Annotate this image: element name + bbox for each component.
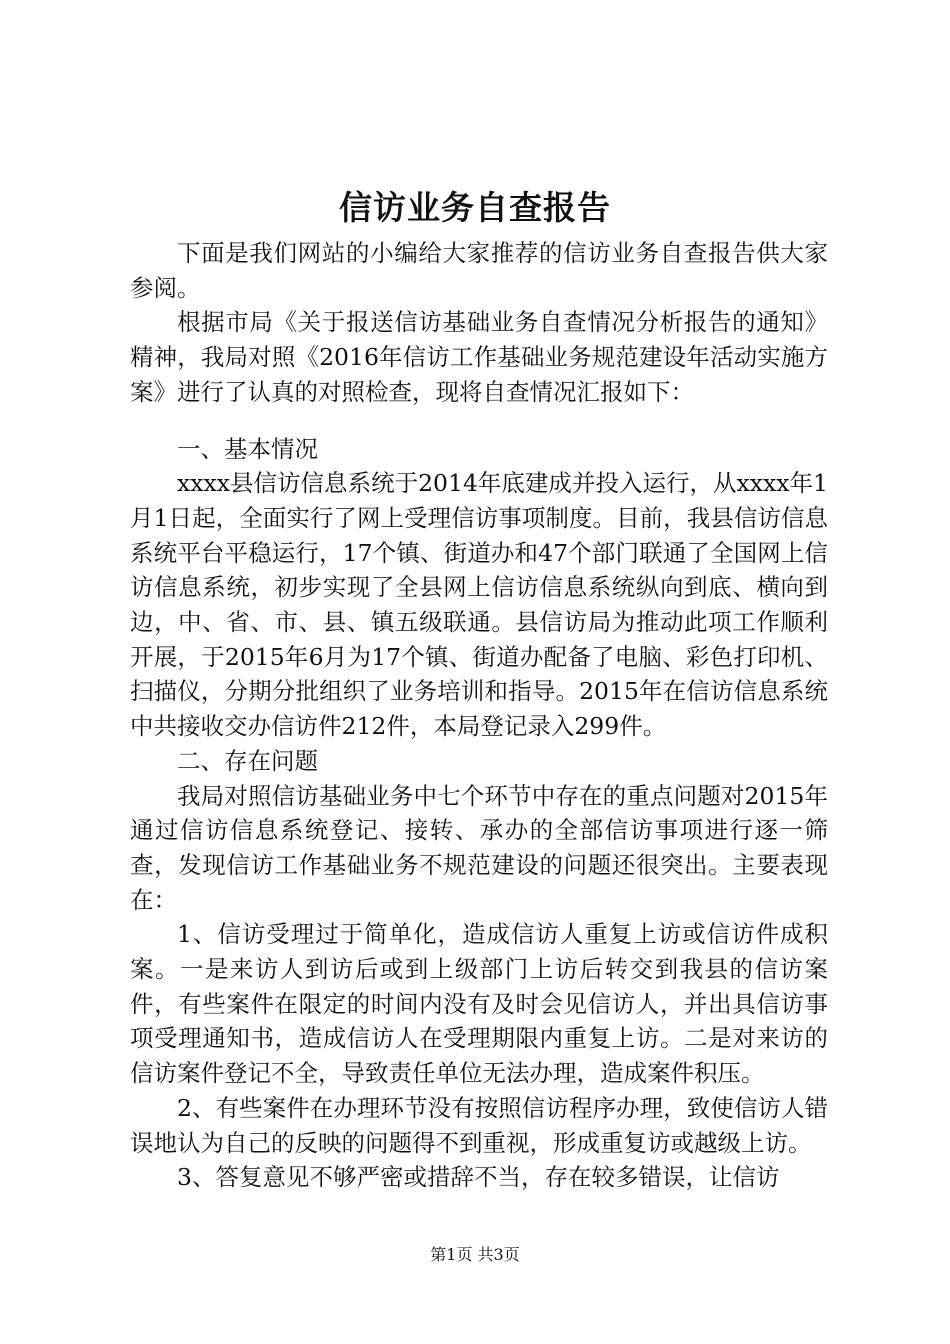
problem-item-1: 1、信访受理过于简单化，造成信访人重复上访或信访件成积案。一是来访人到访后或到上级部门上访后转交到我县的信访案件，有些案件在限定的时间内没有及时会见信访人，并出具信访事项受理通知书，造成信访人在受理期限内重复上访。二是对来访的信访案件登记不全，导致责任单位无法办理，造成案件积压。 <box>130 920 828 1088</box>
problems-intro-paragraph: 我局对照信访基础业务中七个环节中存在的重点问题对2015年通过信访信息系统登记、接转、承办的全部信访事项进行逐一筛查，发现信访工作基础业务不规范建设的问题还很突出。主要表现在： <box>130 781 828 914</box>
basic-situation-paragraph: xxxx县信访信息系统于2014年底建成并投入运行，从xxxx年1月1日起，全面实行了网上受理信访事项制度。目前，我县信访信息系统平台平稳运行，17个镇、街道办和47个部门联通了全国网上信访信息系统，初步实现了全县网上信访信息系统纵向到底、横向到边，中、省、市、县、镇五级联通。县信访局为推动此项工作顺利开展，于2015年6月为17个镇、街道办配备了电脑、彩色打印机、扫描仪，分期分批组织了业务培训和指导。2015年在信访信息系统中共接收交办信访件212件，本局登记录入299件。 <box>130 469 828 741</box>
section-heading-basic: 一、基本情况 <box>177 434 318 463</box>
document-title: 信访业务自查报告 <box>339 188 611 227</box>
section-heading-problems: 二、存在问题 <box>177 746 318 775</box>
problem-item-2: 2、有些案件在办理环节没有按照信访程序办理，致使信访人错误地认为自己的反映的问题得不到重视，形成重复访或越级上访。 <box>130 1093 828 1157</box>
background-paragraph: 根据市局《关于报送信访基础业务自查情况分析报告的通知》精神，我局对照《2016年信访工作基础业务规范建设年活动实施方案》进行了认真的对照检查，现将自查情况汇报如下： <box>130 308 828 406</box>
document-body <box>130 236 828 1195</box>
problem-item-3: 3、答复意见不够严密或措辞不当，存在较多错误，让信访 <box>177 1163 780 1192</box>
page-footer: 第1页 共3页 <box>430 1245 520 1264</box>
intro-paragraph: 下面是我们网站的小编给大家推荐的信访业务自查报告供大家参阅。 <box>130 239 828 302</box>
